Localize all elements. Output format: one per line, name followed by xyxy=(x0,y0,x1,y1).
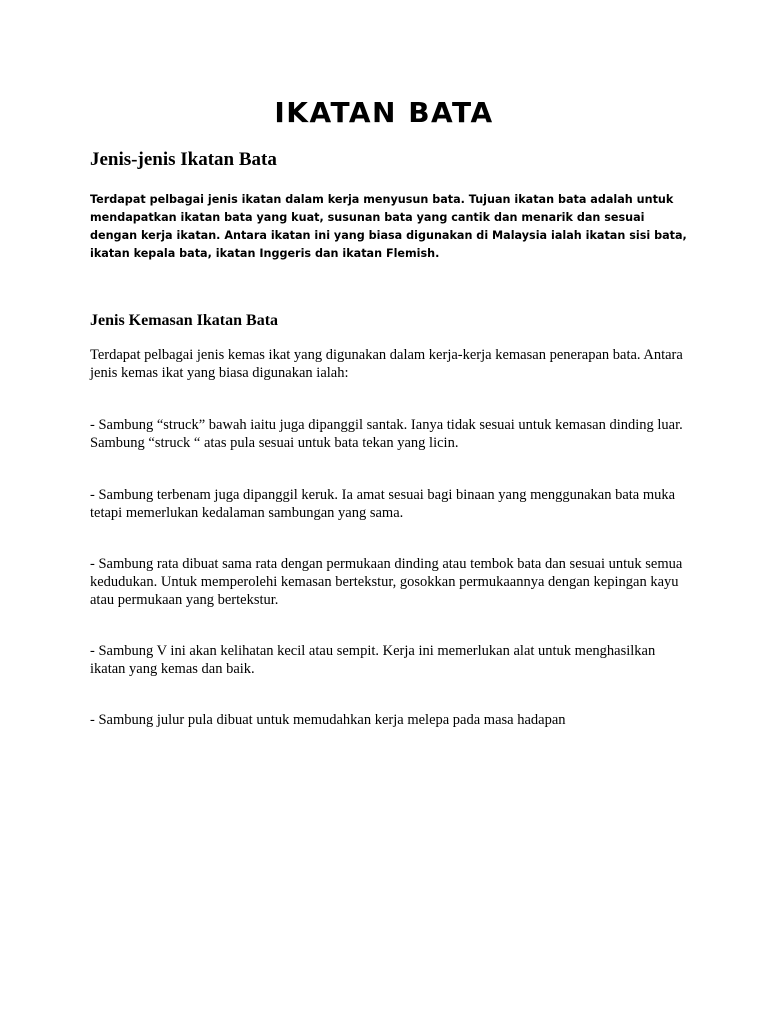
kemasan-item-struck: - Sambung “struck” bawah iaitu juga dipanggil santak. Ianya tidak sesuai untuk kemasan dinding luar. Sambung “struck “ atas pula sesuai untuk bata tekan yang licin. xyxy=(90,417,683,451)
section-heading-kemasan: Jenis Kemasan Ikatan Bata xyxy=(90,312,279,329)
document-title: IKATAN BATA xyxy=(274,96,494,129)
kemasan-item-julur: - Sambung julur pula dibuat untuk memudahkan kerja melepa pada masa hadapan xyxy=(90,712,566,728)
kemasan-item-v: - Sambung V ini akan kelihatan kecil atau sempit. Kerja ini memerlukan alat untuk menghasilkan ikatan yang kemas dan baik. xyxy=(90,643,656,677)
intro-paragraph: Terdapat pelbagai jenis ikatan dalam kerja menyusun bata. Tujuan ikatan bata adalah untuk mendapatkan ikatan bata yang kuat, susunan bata yang cantik dan menarik dan sesuai dengan kerja ikatan. Antara ikatan ini yang biasa digunakan di Malaysia ialah ikatan sisi bata, ikatan kepala bata, ikatan Inggeris dan ikatan Flemish. xyxy=(90,193,687,260)
kemasan-item-terbenam: - Sambung terbenam juga dipanggil keruk. Ia amat sesuai bagi binaan yang menggunakan bata muka tetapi memerlukan kedalaman sambungan yang sama. xyxy=(90,487,676,521)
kemasan-lead-paragraph: Terdapat pelbagai jenis kemas ikat yang digunakan dalam kerja-kerja kemasan penerapan bata. Antara jenis kemas ikat yang biasa digunakan ialah: xyxy=(90,347,683,381)
section-heading-jenis-ikatan: Jenis-jenis Ikatan Bata xyxy=(90,149,277,170)
kemasan-item-rata: - Sambung rata dibuat sama rata dengan permukaan dinding atau tembok bata dan sesuai untuk semua kedudukan. Untuk memperolehi kemasan bertekstur, gosokkan permukaannya dengan kepingan kayu atau permukaan yang bertekstur. xyxy=(90,556,683,608)
